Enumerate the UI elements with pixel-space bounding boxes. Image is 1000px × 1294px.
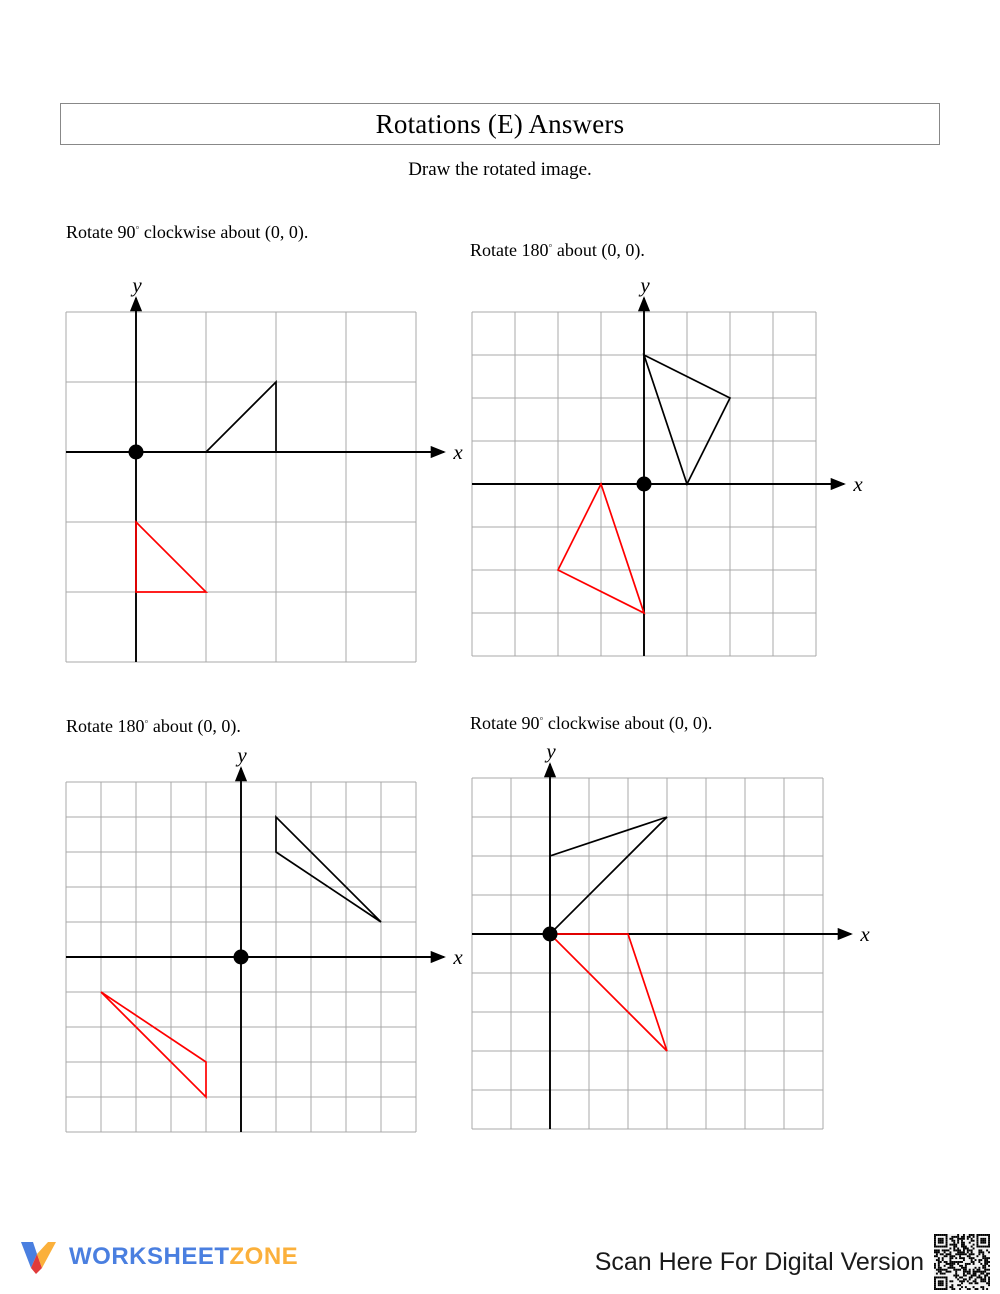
logo-word-worksheet: WORKSHEET bbox=[69, 1243, 230, 1270]
logo-text bbox=[69, 1243, 298, 1271]
origin-point-marker bbox=[234, 950, 249, 965]
x-axis-label: x bbox=[853, 472, 863, 496]
coordinate-grid bbox=[452, 282, 876, 676]
degree-icon: ◦ bbox=[539, 713, 544, 725]
title-box bbox=[60, 103, 940, 145]
graph-problem-4 bbox=[452, 748, 883, 1149]
instruction-problem-2 bbox=[470, 240, 645, 261]
instruction-suffix: clockwise about (0, 0). bbox=[543, 713, 713, 733]
triangle-image bbox=[550, 934, 667, 1051]
triangle-preimage bbox=[206, 382, 276, 452]
y-axis-label: y bbox=[237, 752, 247, 767]
degree-icon: ◦ bbox=[548, 240, 553, 252]
scan-section[interactable] bbox=[595, 1234, 990, 1290]
graph-problem-1 bbox=[46, 282, 476, 682]
footer bbox=[0, 1227, 1000, 1294]
triangle-image bbox=[101, 992, 206, 1097]
logo-word-zone: ZONE bbox=[229, 1243, 299, 1270]
instruction-prefix: Rotate 180 bbox=[66, 716, 145, 736]
grid-lines bbox=[472, 778, 823, 1129]
instruction-prefix: Rotate 90 bbox=[66, 222, 136, 242]
degree-icon: ◦ bbox=[135, 222, 140, 234]
instruction-problem-1 bbox=[66, 222, 308, 243]
instruction-prefix: Rotate 180 bbox=[470, 240, 549, 260]
origin-point-marker bbox=[543, 927, 558, 942]
x-axis-label: x bbox=[453, 945, 463, 969]
y-axis-label: y bbox=[132, 282, 142, 297]
logo-mark-icon bbox=[18, 1238, 60, 1276]
qr-code-icon[interactable] bbox=[934, 1234, 990, 1290]
grid-lines bbox=[66, 312, 416, 662]
origin-point-marker bbox=[129, 445, 144, 460]
scan-instruction-text: Scan Here For Digital Version bbox=[594, 1247, 924, 1276]
coordinate-grid bbox=[46, 752, 476, 1152]
graph-problem-3 bbox=[46, 752, 476, 1152]
x-axis-label: x bbox=[453, 440, 463, 464]
instruction-suffix: about (0, 0). bbox=[148, 716, 241, 736]
instruction-suffix: clockwise about (0, 0). bbox=[139, 222, 309, 242]
instruction-suffix: about (0, 0). bbox=[552, 240, 645, 260]
y-axis-label: y bbox=[546, 748, 556, 763]
triangle-preimage bbox=[276, 817, 381, 922]
x-axis-label: x bbox=[860, 922, 870, 946]
triangle-image bbox=[136, 522, 206, 592]
page-title: Rotations (E) Answers bbox=[375, 108, 625, 139]
instruction-prefix: Rotate 90 bbox=[470, 713, 540, 733]
graph-problem-2 bbox=[452, 282, 876, 676]
instruction-problem-3 bbox=[66, 716, 241, 737]
worksheet-zone-logo bbox=[18, 1235, 298, 1279]
origin-point-marker bbox=[637, 477, 652, 492]
page-subtitle: Draw the rotated image. bbox=[408, 159, 592, 180]
triangle-preimage bbox=[550, 817, 667, 934]
degree-icon: ◦ bbox=[144, 716, 149, 728]
instruction-problem-4 bbox=[470, 713, 712, 734]
y-axis-label: y bbox=[640, 282, 650, 297]
coordinate-grid bbox=[452, 748, 883, 1149]
coordinate-grid bbox=[46, 282, 476, 682]
